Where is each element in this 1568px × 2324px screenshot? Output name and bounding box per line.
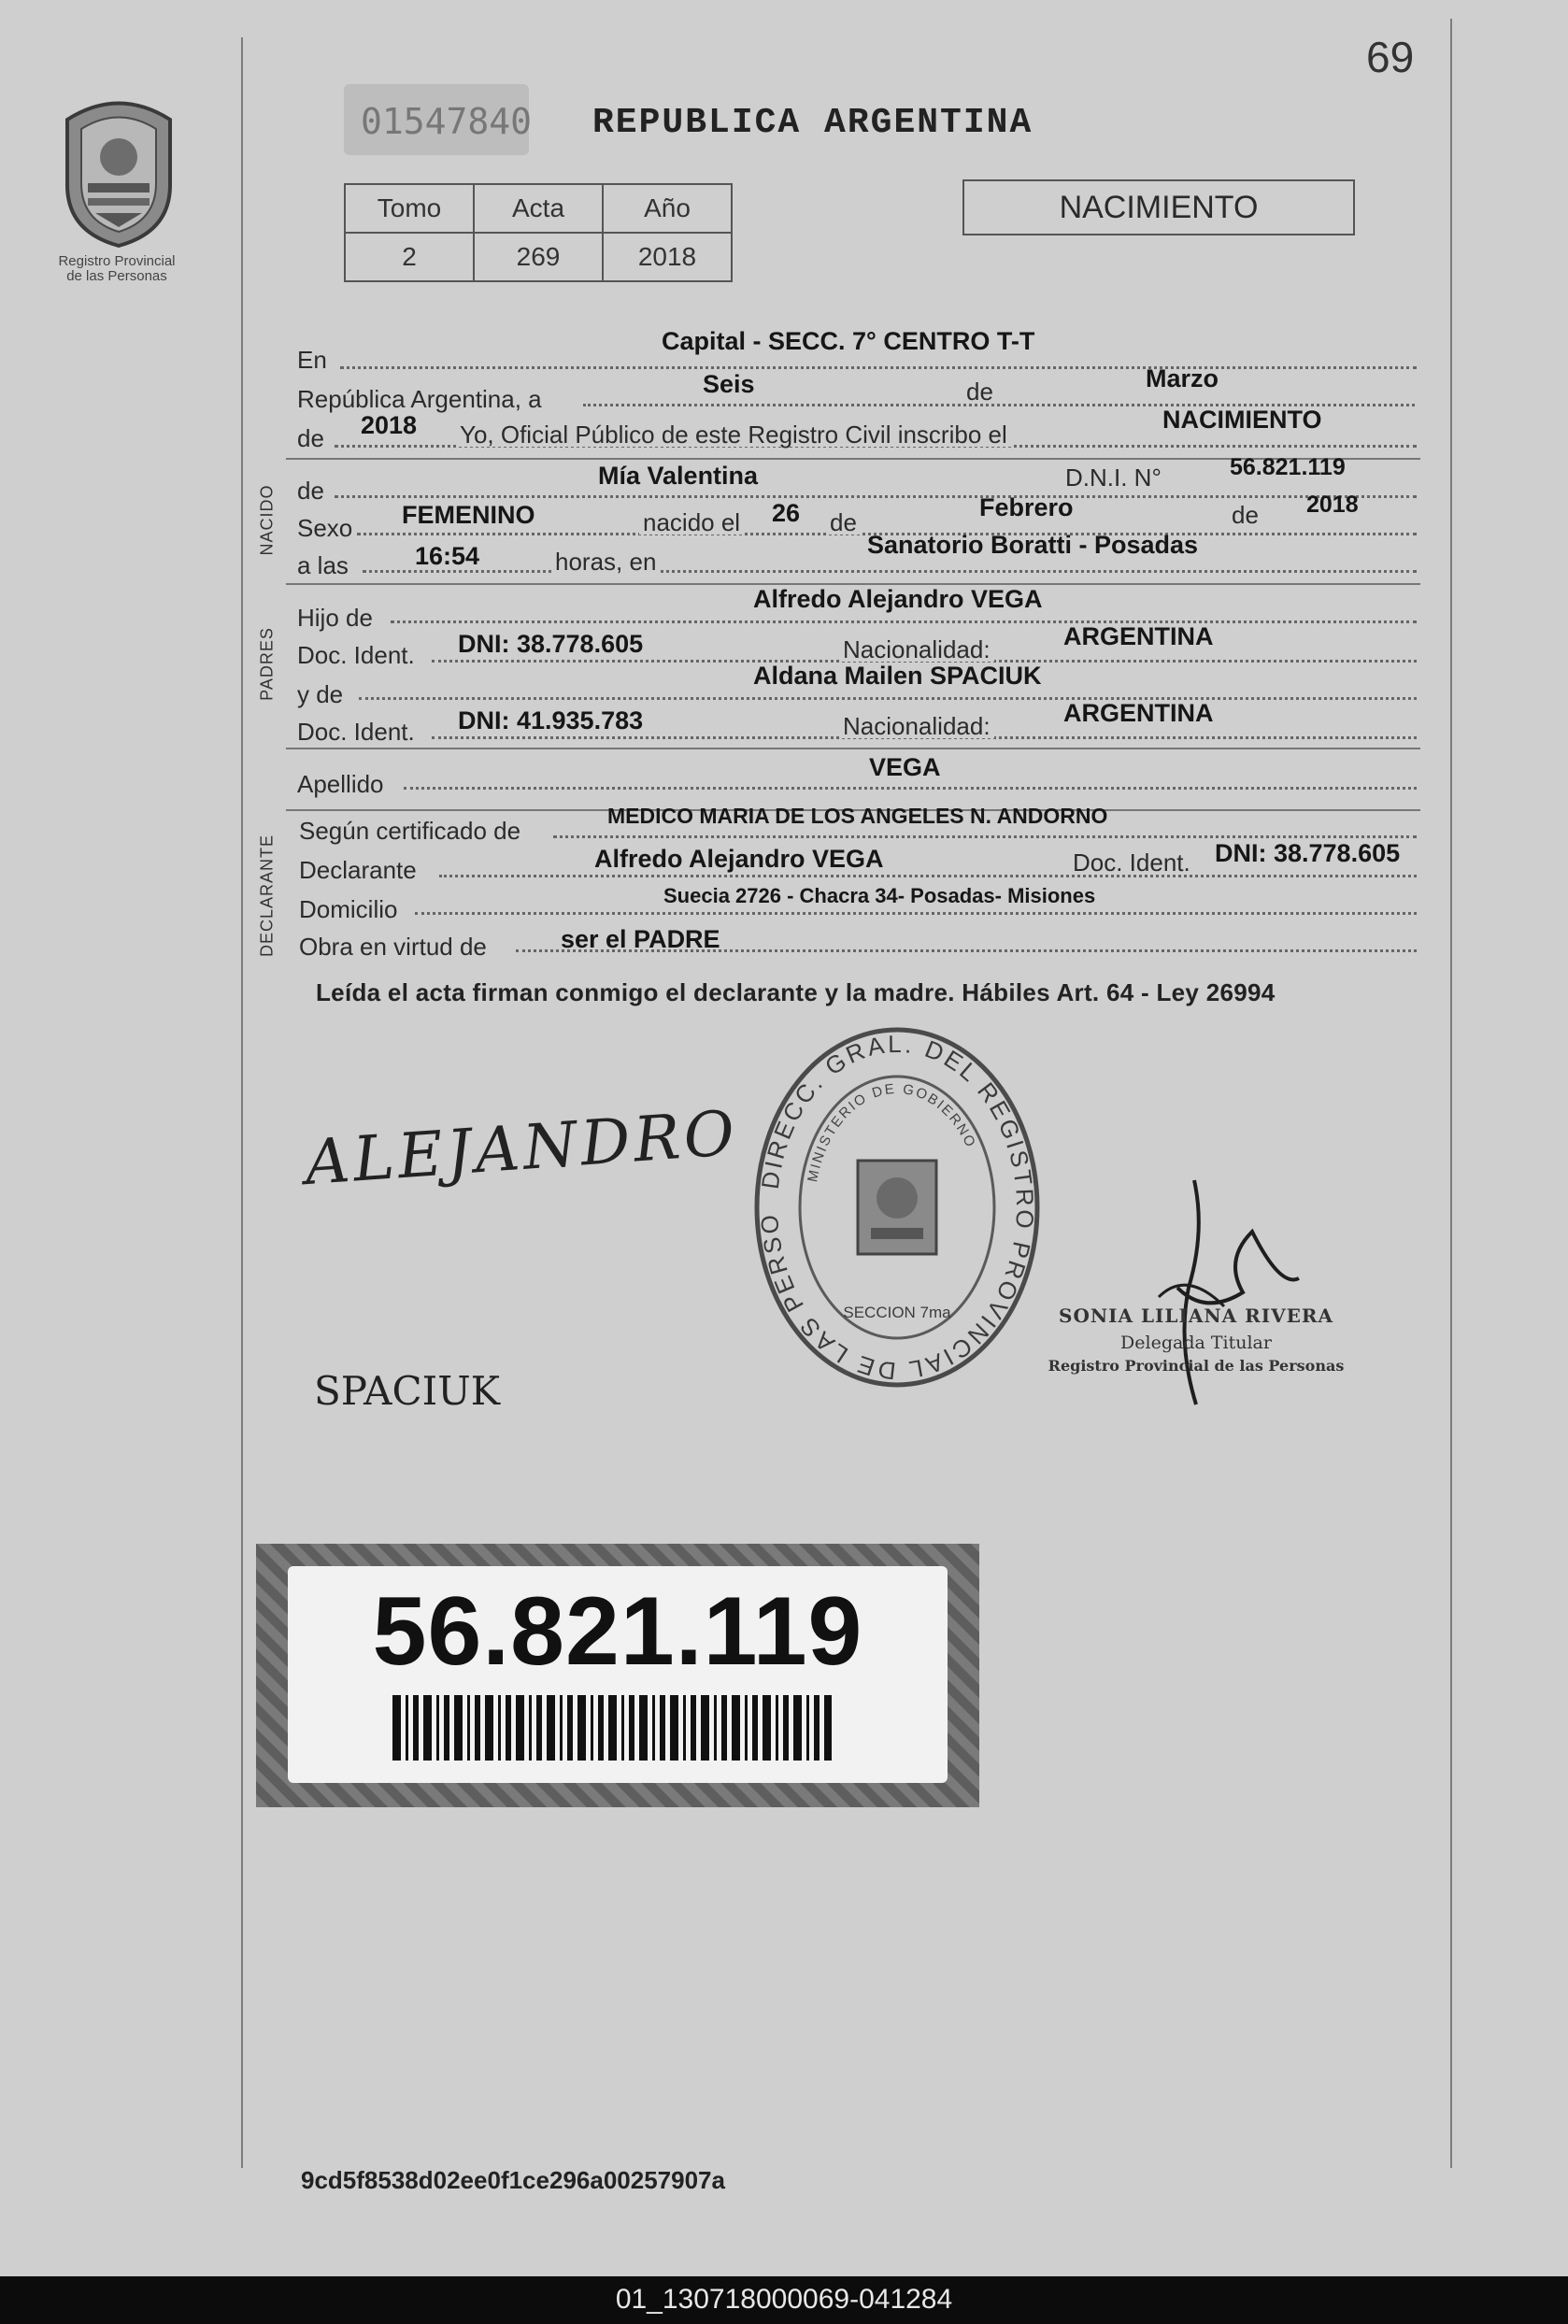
- official-stamp: [748, 1020, 1047, 1394]
- record-table-cell: 2018: [603, 233, 732, 281]
- left-margin-line: [241, 37, 243, 2168]
- nombre-value: Mía Valentina: [598, 462, 759, 490]
- official-block: [1028, 1305, 1364, 1375]
- stamp-seal-icon: [748, 1020, 1047, 1394]
- record-table: [344, 183, 733, 282]
- dia-value: Seis: [703, 370, 755, 398]
- declarante-section-label: DECLARANTE: [257, 834, 277, 958]
- dotted-line: [363, 570, 1417, 573]
- lugar-value: Sanatorio Boratti - Posadas: [867, 531, 1199, 559]
- dotted-line: [439, 875, 1417, 877]
- record-table-value-row: [345, 233, 732, 281]
- record-table-cell: 2: [345, 233, 474, 281]
- logo-caption-line1: Registro Provincial: [58, 253, 176, 269]
- record-table-header-row: [345, 184, 732, 233]
- y-de-label: y de: [297, 680, 344, 708]
- padres-section-label: PADRES: [257, 627, 277, 701]
- logo-caption-line2: de las Personas: [66, 268, 167, 284]
- de2-label: de: [297, 424, 324, 452]
- mes-value: Marzo: [1146, 364, 1219, 392]
- horas-en-label: horas, en: [551, 549, 660, 574]
- dotted-line: [340, 366, 1417, 369]
- declarante-signature: ALEJANDRO: [302, 1096, 741, 1200]
- madre-signature: SPACIUK: [314, 1368, 501, 1414]
- dotted-line: [553, 835, 1417, 838]
- document-title: REPUBLICA ARGENTINA: [592, 103, 1033, 143]
- apellido-label: Apellido: [297, 770, 384, 798]
- mes-nacimiento-value: Febrero: [979, 493, 1074, 521]
- footer-code: 01_130718000069-041284: [615, 2284, 953, 2315]
- en-label: En: [297, 346, 327, 374]
- certificado-value: MEDICO MARIA DE LOS ANGELES N. ANDORNO: [607, 804, 1108, 828]
- section-separator: [286, 748, 1420, 749]
- domicilio-label: Domicilio: [299, 895, 398, 923]
- inscripcion-value: NACIMIENTO: [1162, 406, 1322, 434]
- domicilio-value: Suecia 2726 - Chacra 34- Posadas- Misiones: [663, 884, 1096, 907]
- dni-value: 56.821.119: [1230, 454, 1346, 480]
- anio-nacimiento-value: 2018: [1306, 492, 1359, 518]
- sexo-value: FEMENINO: [402, 501, 535, 529]
- record-table-header: Acta: [474, 184, 603, 233]
- barcode-sticker: [256, 1544, 979, 1807]
- republica-label: República Argentina, a: [297, 385, 542, 413]
- record-table-cell: 269: [474, 233, 603, 281]
- barcode-label: [288, 1566, 948, 1783]
- stamp-section-text: SECCION 7ma: [843, 1304, 951, 1321]
- sexo-label: Sexo: [297, 514, 353, 542]
- official-name: SONIA LILIANA RIVERA: [1059, 1305, 1333, 1327]
- padre-doc-label: Doc. Ident.: [297, 641, 415, 669]
- page-number: 69: [1366, 33, 1415, 81]
- nacido-de-label-2: de: [826, 510, 861, 535]
- madre-doc-value: DNI: 41.935.783: [458, 706, 644, 734]
- madre-nacionalidad-label: Nacionalidad:: [839, 714, 994, 738]
- logo-caption: [19, 254, 215, 284]
- stamp-inner-text: MINISTERIO DE GOBIERNO: [805, 1080, 979, 1184]
- dotted-line: [415, 912, 1417, 915]
- dotted-line: [335, 495, 1417, 498]
- barcode-icon: [392, 1695, 832, 1761]
- madre-nacionalidad-value: ARGENTINA: [1063, 699, 1214, 727]
- declarante-doc-label: Doc. Ident.: [1069, 850, 1194, 875]
- barcode-number: 56.821.119: [372, 1577, 863, 1686]
- padre-nombre: Alfredo Alejandro VEGA: [753, 585, 1043, 613]
- right-margin-line: [1450, 19, 1452, 2168]
- declarante-doc-value: DNI: 38.778.605: [1215, 839, 1401, 867]
- dotted-line: [391, 620, 1417, 623]
- dotted-line: [404, 787, 1417, 790]
- nacido-de-label-3: de: [1228, 503, 1262, 527]
- apellido-value: VEGA: [869, 753, 941, 781]
- dotted-line: [359, 697, 1417, 700]
- record-table-header: Tomo: [345, 184, 474, 233]
- padre-nacionalidad-label: Nacionalidad:: [839, 637, 994, 662]
- control-number-text: 01547840: [361, 101, 533, 142]
- hora-value: 16:54: [415, 542, 480, 570]
- madre-nombre: Aldana Mailen SPACIUK: [753, 662, 1042, 690]
- official-title: Delegada Titular: [1120, 1333, 1272, 1353]
- nacido-el-label: nacido el: [639, 510, 744, 535]
- declarante-value: Alfredo Alejandro VEGA: [594, 845, 884, 873]
- closing-text: Leída el acta firman conmigo el declarante y la madre. Hábiles Art. 64 - Ley 26994: [316, 978, 1276, 1006]
- obra-label: Obra en virtud de: [299, 933, 487, 961]
- record-type-box: NACIMIENTO: [962, 179, 1355, 235]
- yo-label: Yo, Oficial Público de este Registro Civil inscribo el: [456, 422, 1011, 447]
- madre-doc-label: Doc. Ident.: [297, 718, 415, 746]
- dia-nacimiento-value: 26: [772, 499, 801, 527]
- dni-label: D.N.I. N°: [1062, 465, 1165, 490]
- certificado-label: Según certificado de: [299, 817, 521, 845]
- hash-code: 9cd5f8538d02ee0f1ce296a00257907a: [301, 2166, 725, 2194]
- de-label: de: [962, 379, 997, 404]
- nacido-section-label: NACIDO: [257, 484, 277, 556]
- en-value: Capital - SECC. 7° CENTRO T-T: [662, 327, 1035, 355]
- nacido-de-label: de: [297, 477, 324, 505]
- hijo-de-label: Hijo de: [297, 604, 373, 632]
- padre-doc-value: DNI: 38.778.605: [458, 630, 644, 658]
- stamp-ring-text: DIRECC. GRAL. DEL REGISTRO PROVINCIAL DE LAS PERSO: [754, 1029, 1040, 1386]
- record-table-header: Año: [603, 184, 732, 233]
- anio-value: 2018: [361, 411, 418, 439]
- alas-label: a las: [297, 551, 349, 579]
- obra-value: ser el PADRE: [561, 925, 720, 953]
- coat-of-arms-icon: [49, 92, 189, 250]
- declarante-label: Declarante: [299, 856, 417, 884]
- registry-logo: [49, 92, 189, 250]
- padre-nacionalidad-value: ARGENTINA: [1063, 622, 1214, 650]
- official-office: Registro Provincial de las Personas: [1048, 1357, 1345, 1375]
